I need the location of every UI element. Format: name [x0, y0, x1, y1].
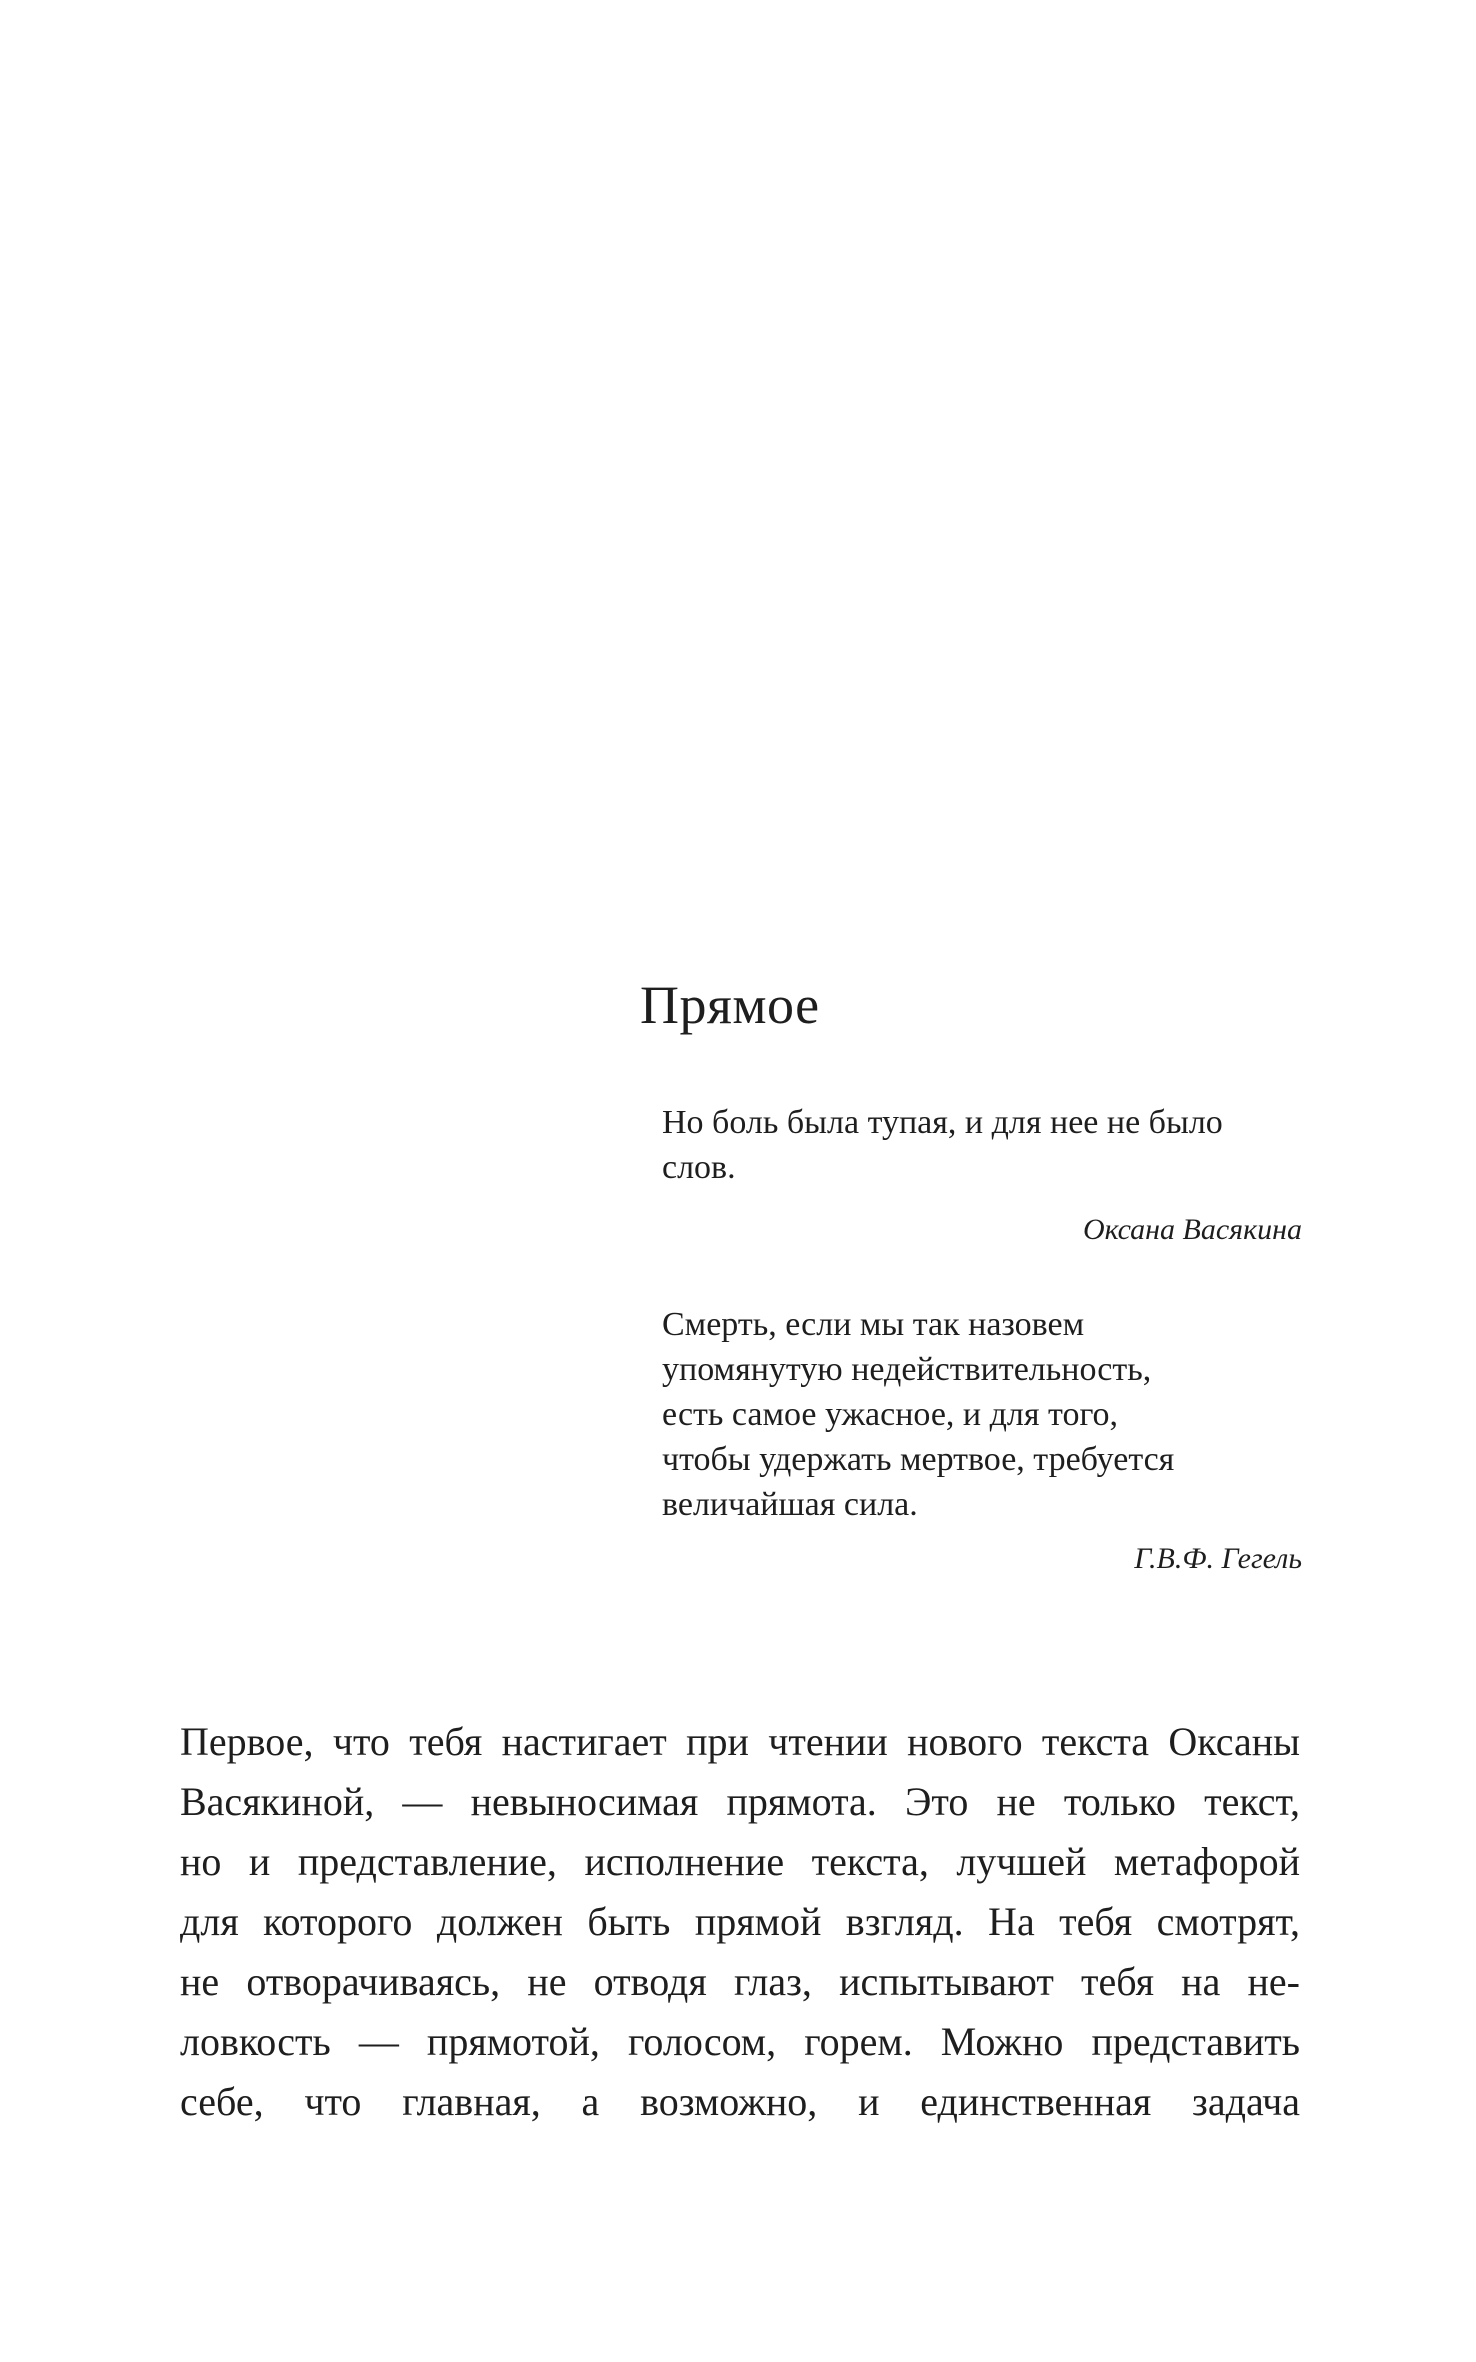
epigraph-1-text: [662, 1100, 1302, 1190]
epigraph-2-author: Г.В.Ф. Гегель: [1134, 1542, 1302, 1575]
epigraph-2-line: упомянутую недействительность,: [662, 1351, 1152, 1388]
epigraph-1-author: Оксана Васякина: [1083, 1213, 1302, 1246]
body-line: Первое, что тебя настигает при чтении нового текста Оксаны: [180, 1719, 1300, 1764]
epigraph-2-text: [662, 1302, 1302, 1527]
body-line: но и представление, исполнение текста, лучшей метафорой: [180, 1839, 1300, 1884]
chapter-title: Прямое: [640, 975, 820, 1035]
body-line: себе, что главная, а возможно, и единственная задача: [180, 2079, 1300, 2124]
epigraph-1: [662, 1100, 1302, 1250]
body-line: ловкость — прямотой, голосом, горем. Можно представить: [180, 2019, 1300, 2064]
body-line: для которого должен быть прямой взгляд. На тебя смотрят,: [180, 1899, 1300, 1944]
epigraph-2-line: есть самое ужасное, и для того,: [662, 1396, 1119, 1433]
epigraph-1-line: слов.: [662, 1149, 736, 1186]
body-paragraph: [180, 1712, 1300, 2132]
body-line: не отворачиваясь, не отводя глаз, испытывают тебя на не-: [180, 1959, 1300, 2004]
epigraph-2: [662, 1302, 1302, 1579]
body-line: Васякиной, — невыносимая прямота. Это не только текст,: [180, 1779, 1300, 1824]
epigraph-2-line: величайшая сила.: [662, 1486, 918, 1523]
epigraph-2-line: чтобы удержать мертвое, требуется: [662, 1441, 1175, 1478]
epigraph-1-line: Но боль была тупая, и для нее не было: [662, 1104, 1223, 1141]
epigraph-2-line: Смерть, если мы так назовем: [662, 1306, 1085, 1343]
